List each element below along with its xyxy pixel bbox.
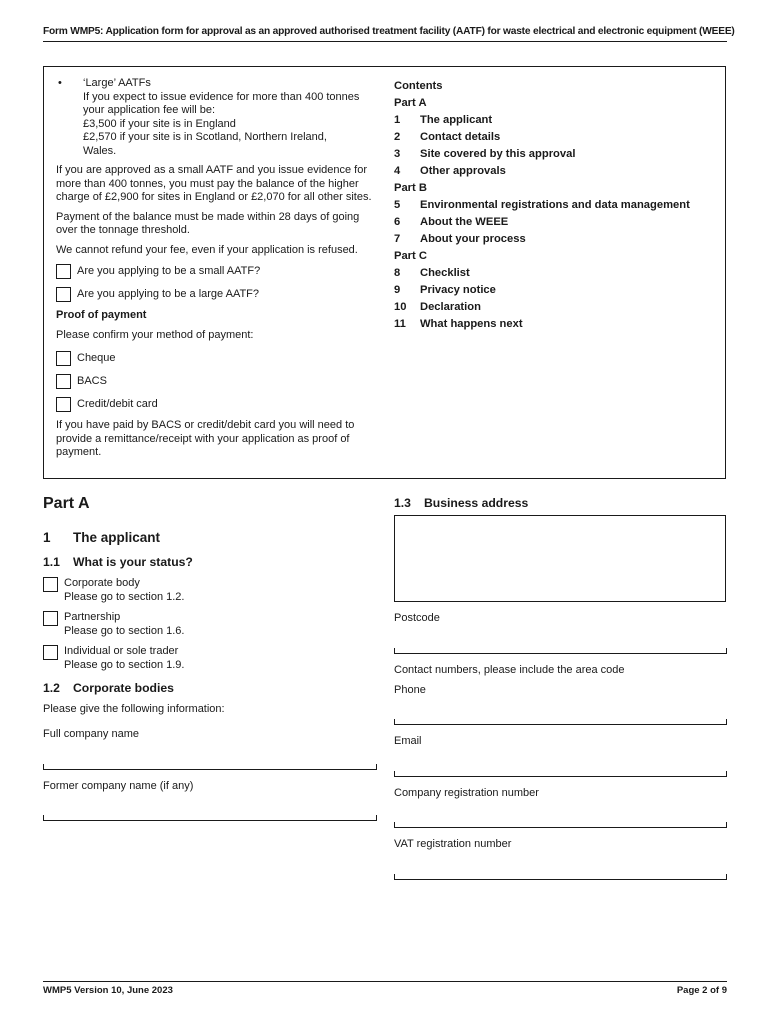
payment-option-cheque[interactable]: [56, 350, 381, 367]
balance-paragraph: Payment of the balance must be made within 28 days of going over the tonnage threshold.: [56, 210, 360, 236]
large-aatf-line: Wales.: [83, 144, 117, 157]
footer-version: WMP5 Version 10, June 2023: [43, 985, 173, 996]
payment-option-bacs[interactable]: [56, 373, 381, 390]
section-1-1-heading: [43, 555, 383, 569]
contents-item: [394, 146, 724, 163]
payment-method-prompt: Please confirm your method of payment:: [56, 328, 254, 341]
contents-item-text: Privacy notice: [420, 284, 496, 296]
large-aatf-label: Are you applying to be a large AATF?: [77, 287, 260, 300]
contents-item-text: About your process: [420, 233, 526, 245]
contents-item-text: Site covered by this approval: [420, 148, 576, 160]
phone-label: Phone: [394, 684, 426, 696]
contents-part-label: Part A: [394, 97, 427, 109]
small-aatf-checkbox[interactable]: [56, 264, 71, 279]
contents-item-num: 2: [394, 131, 401, 143]
partnership-goto: Please go to section 1.6.: [64, 625, 185, 637]
footer-page-number: Page 2 of 9: [676, 985, 727, 996]
contents-part-label: Part C: [394, 250, 427, 262]
large-aatf-heading: ‘Large’ AATFs: [83, 77, 151, 89]
cheque-checkbox[interactable]: [56, 351, 71, 366]
small-approved-paragraph: If you are approved as a small AATF and you issue evidence for more than 400 tonnes, you must pay the balance of the higher charge of £2,900 for sites in England or £2,070 for all other sites.: [56, 164, 372, 203]
card-checkbox[interactable]: [56, 397, 71, 412]
section-1-1-number: 1.1: [43, 555, 60, 569]
vat-reg-label: VAT registration number: [394, 838, 512, 850]
contents-item-num: 1: [394, 114, 401, 126]
section-1-number: 1: [43, 530, 51, 545]
status-option-partnership[interactable]: [43, 610, 383, 638]
business-address-field[interactable]: [394, 515, 726, 602]
section-1-3-heading: [394, 496, 528, 510]
section-1-2-heading: [43, 681, 383, 695]
small-aatf-option[interactable]: [56, 263, 381, 280]
part-a-column: [43, 495, 383, 716]
contents-item: [394, 129, 724, 146]
contents-item-num: 6: [394, 216, 401, 228]
company-reg-field[interactable]: [394, 822, 727, 828]
section-1-title: The applicant: [73, 530, 161, 545]
page-header: Form WMP5: Application form for approval as an approved authorised treatment facility (AATF) for waste electrical and electronic equipment (WEEE): [43, 26, 727, 42]
page-footer: [43, 981, 727, 996]
bacs-label: BACS: [77, 374, 107, 387]
contents-title: Contents: [394, 80, 443, 92]
contents-item: [394, 265, 724, 282]
contents-item: [394, 282, 724, 299]
refund-paragraph: We cannot refund your fee, even if your application is refused.: [56, 243, 358, 256]
contents-item-text: Checklist: [420, 267, 470, 279]
former-company-name-field[interactable]: [43, 815, 377, 821]
contents-item-num: 8: [394, 267, 401, 279]
large-aatf-option[interactable]: [56, 286, 381, 303]
payment-option-card[interactable]: [56, 396, 381, 413]
contents-item: [394, 163, 724, 180]
vat-reg-field[interactable]: [394, 874, 727, 880]
postcode-label: Postcode: [394, 612, 440, 624]
section-1-3-title: Business address: [424, 496, 529, 510]
section-1-heading: [43, 530, 383, 545]
partnership-checkbox[interactable]: [43, 611, 58, 626]
individual-checkbox[interactable]: [43, 645, 58, 660]
large-aatf-line: £3,500 if your site is in England: [83, 117, 236, 130]
full-company-name-label: Full company name: [43, 728, 139, 740]
section-1-2-title: Corporate bodies: [73, 681, 174, 695]
contents-item: [394, 214, 724, 231]
proof-of-payment-heading: Proof of payment: [56, 309, 147, 321]
contents-item-num: 5: [394, 199, 401, 211]
postcode-field[interactable]: [394, 648, 727, 654]
full-company-name-field[interactable]: [43, 764, 377, 770]
large-aatf-checkbox[interactable]: [56, 287, 71, 302]
contents-item-text: Other approvals: [420, 165, 506, 177]
contents-item: [394, 231, 724, 248]
large-aatf-line: your application fee will be:: [83, 104, 216, 116]
corporate-body-checkbox[interactable]: [43, 577, 58, 592]
email-label: Email: [394, 735, 422, 747]
company-reg-label: Company registration number: [394, 787, 539, 799]
contents-item: [394, 197, 724, 214]
contents-column: [394, 78, 724, 333]
contents-item-text: The applicant: [420, 114, 493, 126]
section-1-3-number: 1.3: [394, 496, 411, 510]
status-option-individual[interactable]: [43, 644, 383, 672]
bullet-dot-icon: •: [58, 77, 62, 89]
large-aatf-bullet: [56, 77, 381, 158]
contents-item-num: 4: [394, 165, 401, 177]
contents-item-num: 7: [394, 233, 401, 245]
section-1-2-number: 1.2: [43, 681, 60, 695]
card-label: Credit/debit card: [77, 397, 158, 410]
large-aatf-line: £2,570 if your site is in Scotland, Northern Ireland,: [83, 131, 327, 143]
contact-numbers-label: Contact numbers, please include the area code: [394, 664, 625, 676]
status-option-corporate[interactable]: [43, 576, 383, 604]
fee-info-column: [56, 77, 381, 460]
contents-item-num: 10: [394, 301, 407, 313]
contents-item: [394, 299, 724, 316]
contents-item-num: 9: [394, 284, 401, 296]
contents-item-text: Contact details: [420, 131, 501, 143]
contents-item-num: 11: [394, 318, 406, 330]
bacs-paragraph: If you have paid by BACS or credit/debit card you will need to provide a remittance/receipt with your application as proof of payment.: [56, 419, 355, 458]
small-aatf-label: Are you applying to be a small AATF?: [77, 264, 261, 277]
contents-item: [394, 112, 724, 129]
phone-field[interactable]: [394, 719, 727, 725]
contents-item-text: About the WEEE: [420, 216, 509, 228]
fee-info-box: [43, 66, 726, 479]
contents-item-num: 3: [394, 148, 401, 160]
individual-label: Individual or sole trader: [64, 645, 179, 657]
section-1-2-intro: Please give the following information:: [43, 703, 225, 715]
contents-item-text: Environmental registrations and data management: [420, 199, 690, 211]
email-field[interactable]: [394, 771, 727, 777]
corporate-body-goto: Please go to section 1.2.: [64, 591, 185, 603]
individual-goto: Please go to section 1.9.: [64, 659, 185, 671]
bacs-checkbox[interactable]: [56, 374, 71, 389]
part-a-title: Part A: [43, 495, 90, 512]
contents-part-label: Part B: [394, 182, 427, 194]
contents-item-text: What happens next: [420, 318, 523, 330]
large-aatf-line: If you expect to issue evidence for more than 400 tonnes: [83, 90, 360, 103]
section-1-1-title: What is your status?: [73, 555, 193, 569]
former-company-name-label: Former company name (if any): [43, 780, 194, 792]
corporate-body-label: Corporate body: [64, 577, 140, 589]
cheque-label: Cheque: [77, 351, 116, 364]
contents-item: [394, 316, 724, 333]
contents-item-text: Declaration: [420, 301, 481, 313]
partnership-label: Partnership: [64, 611, 121, 623]
